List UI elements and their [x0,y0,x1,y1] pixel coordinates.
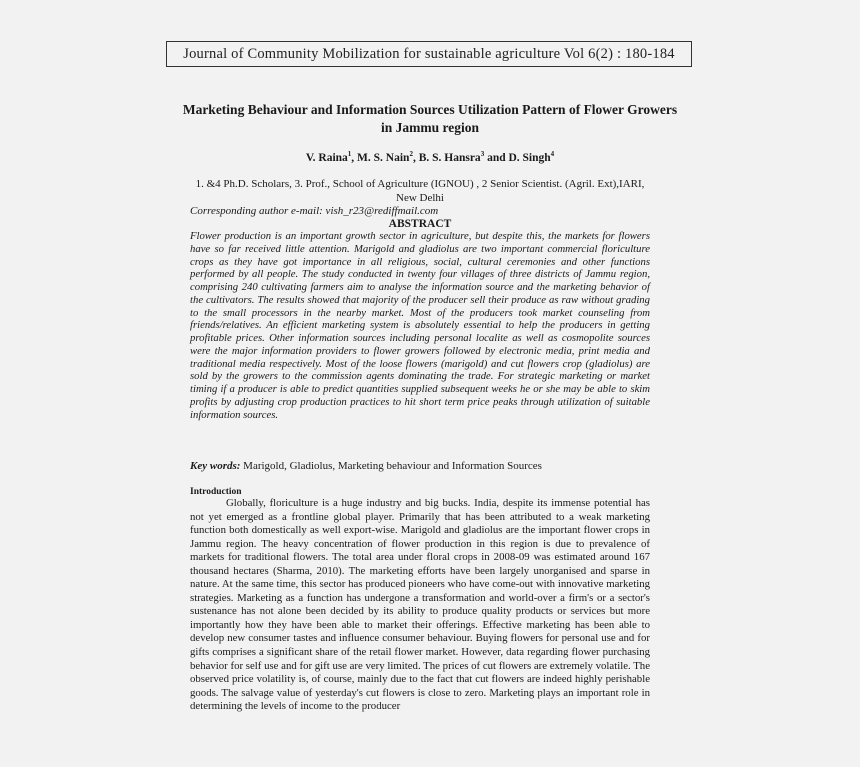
corresponding-author: Corresponding author e-mail: vish_r23@rediffmail.com [190,205,439,217]
author: V. Raina$^1$, [305,150,358,164]
paper-title: Marketing Behaviour and Information Sources Utilization Pattern of Flower Growers in Jammu region [182,102,678,135]
author: M. S. Nain$^2$, [357,150,419,164]
author: D. Singh$^4$ [508,150,555,164]
author: B. S. Hansra$^3$ and [418,150,509,164]
introduction-text: Globally, floriculture is a huge industry and big bucks. India, despite its immense potential has not yet emerged as a frontline global player. Primarily that has been attributed to a weak marketing function both domestically as well export-wise. Marigold and gladiolus are the important flower crops in Jammu region. The heavy concentration of flower production in this region is due to prevalence of markets for traditional flowers. The total area under floral crops in 2008-09 was estimated around 167 thousand hectares (Sharma, 2010). The marketing efforts have been largely unorganised and sparse in nature. At the same time, this sector has produced pioneers who have come-out with innovative marketing strategies. Marketing as a function has undergone a transformation and world-over a firm's or a sector's sustenance has not alone been decided by its ability to produce quality products or services but more importantly how they have been able to market their offerings. Effective marketing has been able to develop new consumer tastes and influence consumer behaviour. Buying flowers for personal use and for gifts comprises a significant share of the retail flower market. However, data regarding flower purchasing behavior for self use and for gift use are very limited. The prices of cut flowers are extremely volatile. The observed price volatility is, of course, mainly due to the fact that cut flowers are indeed highly perishable goods. The salvage value of yesterday's cut flowers is close to zero. Marketing plays an important role in determining the levels of income to the producer [190,497,650,713]
abstract-text: Flower production is an important growth sector in agriculture, but despite this, the markets for flowers have so far received little attention. Marigold and gladiolus are two important commercial floriculture crops as they have got importance in all religious, social, cultural ceremonies and other functions performed by all people. The study conducted in twenty four villages of three districts of Jammu region, comprising 240 cultivating farmers aim to analyse the information source and the marketing behavior of the cultivators. The results showed that majority of the producer sell their produce as raw without grading to the small processors in the nearby market. Most of the producers took market counseling from friends/relatives. An efficient marketing system is absolutely essential to help the producers in getting profitable prices. Other information sources including personal localite as well as cosmopolite sources were the major information providers to flower growers followed by electronic media, print media and traditional media respectively. Most of the loose flowers (marigold) and cut flowers crop (gladiolus) are sold by the growers to the commission agents dominating the trade. For strategic marketing or market timing if a producer is able to predict quantities supplied subsequent weeks he or she may be able to skim profits by adjusting crop production practices to hit short term price peaks through utilization of suitable information sources. [190,230,650,421]
keywords-label: Key words: [190,460,241,472]
introduction-heading: Introduction [190,487,242,497]
abstract-heading: ABSTRACT [388,218,452,230]
author-list [180,147,680,165]
journal-header: Journal of Community Mobilization for sustainable agriculture Vol 6(2) : 180-184 [166,41,692,67]
keywords [190,460,650,473]
affiliation: 1. &4 Ph.D. Scholars, 3. Prof., School of Agriculture (IGNOU) , 2 Senior Scientist. (Agril. Ext),IARI, New Delhi [195,178,645,204]
keywords-text: Marigold, Gladiolus, Marketing behaviour and Information Sources [243,460,542,472]
